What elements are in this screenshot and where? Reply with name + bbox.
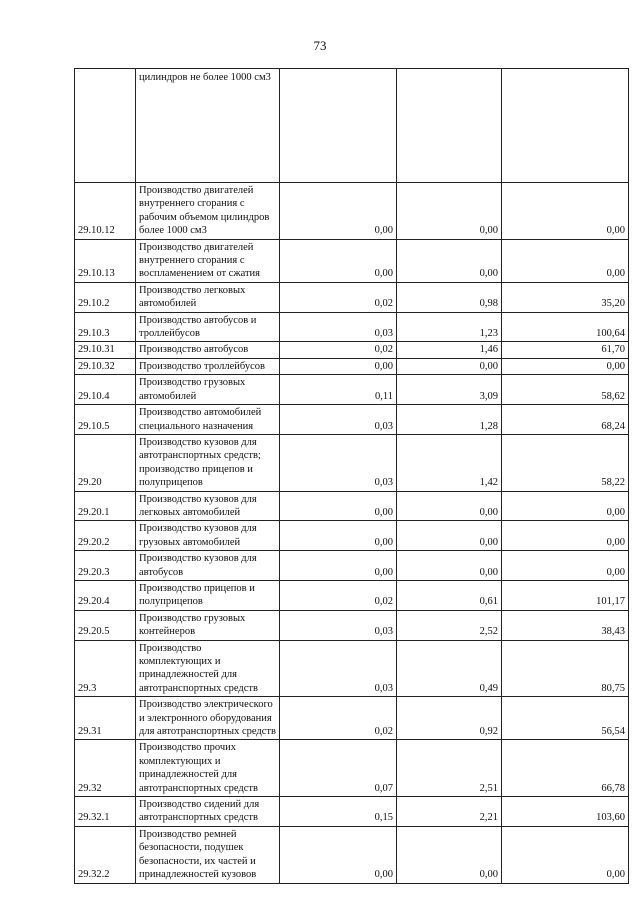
- code-cell: 29.32.2: [75, 826, 136, 883]
- value-1-cell: 0,03: [280, 434, 397, 491]
- code-cell: 29.10.13: [75, 239, 136, 282]
- value-2-cell: 0,00: [397, 239, 502, 282]
- value-3-cell: 0,00: [502, 358, 629, 374]
- table-row: [75, 375, 629, 405]
- description-cell: Производство грузовых контейнеров: [136, 610, 280, 640]
- code-cell: 29.10.2: [75, 282, 136, 312]
- description-cell: Производство сидений для автотранспортных средств: [136, 797, 280, 827]
- value-2-cell: 0,00: [397, 183, 502, 240]
- value-3-cell: 58,62: [502, 375, 629, 405]
- value-3-cell: 0,00: [502, 826, 629, 883]
- value-3-cell: 0,00: [502, 239, 629, 282]
- value-2-cell: 0,00: [397, 358, 502, 374]
- data-table: [74, 68, 629, 884]
- value-2-cell: 2,52: [397, 610, 502, 640]
- table-row: [75, 342, 629, 358]
- description-cell: Производство электрического и электронного оборудования для автотранспортных средств: [136, 697, 280, 740]
- table-row: [75, 610, 629, 640]
- value-1-cell: 0,07: [280, 740, 397, 797]
- value-1-cell: 0,00: [280, 826, 397, 883]
- table-row: [75, 640, 629, 697]
- description-cell: Производство прочих комплектующих и принадлежностей для автотранспортных средств: [136, 740, 280, 797]
- description-cell: Производство кузовов для легковых автомобилей: [136, 491, 280, 521]
- value-1-cell: 0,03: [280, 610, 397, 640]
- value-2-cell: 0,61: [397, 580, 502, 610]
- value-2-cell: 1,28: [397, 405, 502, 435]
- value-2-cell: 2,21: [397, 797, 502, 827]
- value-1-cell: 0,11: [280, 375, 397, 405]
- value-2-cell: 1,23: [397, 312, 502, 342]
- table-row: [75, 282, 629, 312]
- value-2-cell: [397, 69, 502, 183]
- code-cell: 29.3: [75, 640, 136, 697]
- description-cell: Производство автомобилей специального назначения: [136, 405, 280, 435]
- table-row: [75, 797, 629, 827]
- value-3-cell: 101,17: [502, 580, 629, 610]
- table-row: [75, 312, 629, 342]
- value-3-cell: 58,22: [502, 434, 629, 491]
- table-body: [75, 69, 629, 884]
- table-row: [75, 239, 629, 282]
- value-1-cell: 0,03: [280, 640, 397, 697]
- value-1-cell: 0,00: [280, 491, 397, 521]
- value-3-cell: 66,78: [502, 740, 629, 797]
- value-1-cell: 0,15: [280, 797, 397, 827]
- value-3-cell: 80,75: [502, 640, 629, 697]
- description-cell: Производство автобусов: [136, 342, 280, 358]
- code-cell: 29.20.5: [75, 610, 136, 640]
- value-2-cell: 0,92: [397, 697, 502, 740]
- value-1-cell: 0,00: [280, 551, 397, 581]
- description-cell: Производство троллейбусов: [136, 358, 280, 374]
- value-3-cell: 68,24: [502, 405, 629, 435]
- value-2-cell: 1,46: [397, 342, 502, 358]
- table-row: [75, 740, 629, 797]
- table-row: [75, 434, 629, 491]
- table-row: [75, 405, 629, 435]
- value-2-cell: 2,51: [397, 740, 502, 797]
- code-cell: 29.10.31: [75, 342, 136, 358]
- table-row: [75, 491, 629, 521]
- value-2-cell: 0,98: [397, 282, 502, 312]
- table-row: [75, 826, 629, 883]
- description-cell: Производство двигателей внутреннего сгорания с рабочим объемом цилиндров более 1000 см3: [136, 183, 280, 240]
- value-1-cell: 0,02: [280, 342, 397, 358]
- value-3-cell: 0,00: [502, 183, 629, 240]
- value-1-cell: 0,00: [280, 358, 397, 374]
- code-cell: 29.32: [75, 740, 136, 797]
- table-row: [75, 697, 629, 740]
- table-row: [75, 551, 629, 581]
- value-1-cell: 0,02: [280, 580, 397, 610]
- value-3-cell: 35,20: [502, 282, 629, 312]
- value-1-cell: 0,00: [280, 239, 397, 282]
- value-1-cell: 0,03: [280, 405, 397, 435]
- code-cell: 29.10.32: [75, 358, 136, 374]
- value-3-cell: 0,00: [502, 521, 629, 551]
- value-1-cell: 0,02: [280, 282, 397, 312]
- code-cell: 29.10.3: [75, 312, 136, 342]
- value-3-cell: 0,00: [502, 551, 629, 581]
- value-3-cell: 0,00: [502, 491, 629, 521]
- value-2-cell: 1,42: [397, 434, 502, 491]
- description-cell: цилиндров не более 1000 см3: [136, 69, 280, 183]
- code-cell: 29.31: [75, 697, 136, 740]
- value-2-cell: 0,49: [397, 640, 502, 697]
- page-number: 73: [313, 38, 327, 53]
- code-cell: 29.20.2: [75, 521, 136, 551]
- description-cell: Производство грузовых автомобилей: [136, 375, 280, 405]
- description-cell: Производство легковых автомобилей: [136, 282, 280, 312]
- code-cell: 29.10.5: [75, 405, 136, 435]
- description-cell: Производство ремней безопасности, подушек безопасности, их частей и принадлежностей кузовов: [136, 826, 280, 883]
- value-3-cell: 61,70: [502, 342, 629, 358]
- description-cell: Производство кузовов для автобусов: [136, 551, 280, 581]
- description-cell: Производство автобусов и троллейбусов: [136, 312, 280, 342]
- code-cell: [75, 69, 136, 183]
- code-cell: 29.32.1: [75, 797, 136, 827]
- value-3-cell: 103,60: [502, 797, 629, 827]
- value-1-cell: 0,03: [280, 312, 397, 342]
- table-row: [75, 358, 629, 374]
- description-cell: Производство кузовов для автотранспортных средств; производство прицепов и полуприцепов: [136, 434, 280, 491]
- code-cell: 29.10.4: [75, 375, 136, 405]
- value-1-cell: 0,02: [280, 697, 397, 740]
- value-2-cell: 3,09: [397, 375, 502, 405]
- value-1-cell: [280, 69, 397, 183]
- code-cell: 29.10.12: [75, 183, 136, 240]
- value-1-cell: 0,00: [280, 521, 397, 551]
- value-2-cell: 0,00: [397, 551, 502, 581]
- table-row: [75, 521, 629, 551]
- description-cell: Производство прицепов и полуприцепов: [136, 580, 280, 610]
- value-3-cell: 56,54: [502, 697, 629, 740]
- value-2-cell: 0,00: [397, 521, 502, 551]
- value-1-cell: 0,00: [280, 183, 397, 240]
- table-row: [75, 183, 629, 240]
- table-row: [75, 69, 629, 183]
- value-3-cell: [502, 69, 629, 183]
- description-cell: Производство двигателей внутреннего сгорания с воспламенением от сжатия: [136, 239, 280, 282]
- description-cell: Производство комплектующих и принадлежностей для автотранспортных средств: [136, 640, 280, 697]
- value-3-cell: 38,43: [502, 610, 629, 640]
- code-cell: 29.20.3: [75, 551, 136, 581]
- code-cell: 29.20.1: [75, 491, 136, 521]
- code-cell: 29.20: [75, 434, 136, 491]
- value-2-cell: 0,00: [397, 826, 502, 883]
- value-3-cell: 100,64: [502, 312, 629, 342]
- code-cell: 29.20.4: [75, 580, 136, 610]
- value-2-cell: 0,00: [397, 491, 502, 521]
- description-cell: Производство кузовов для грузовых автомобилей: [136, 521, 280, 551]
- table-row: [75, 580, 629, 610]
